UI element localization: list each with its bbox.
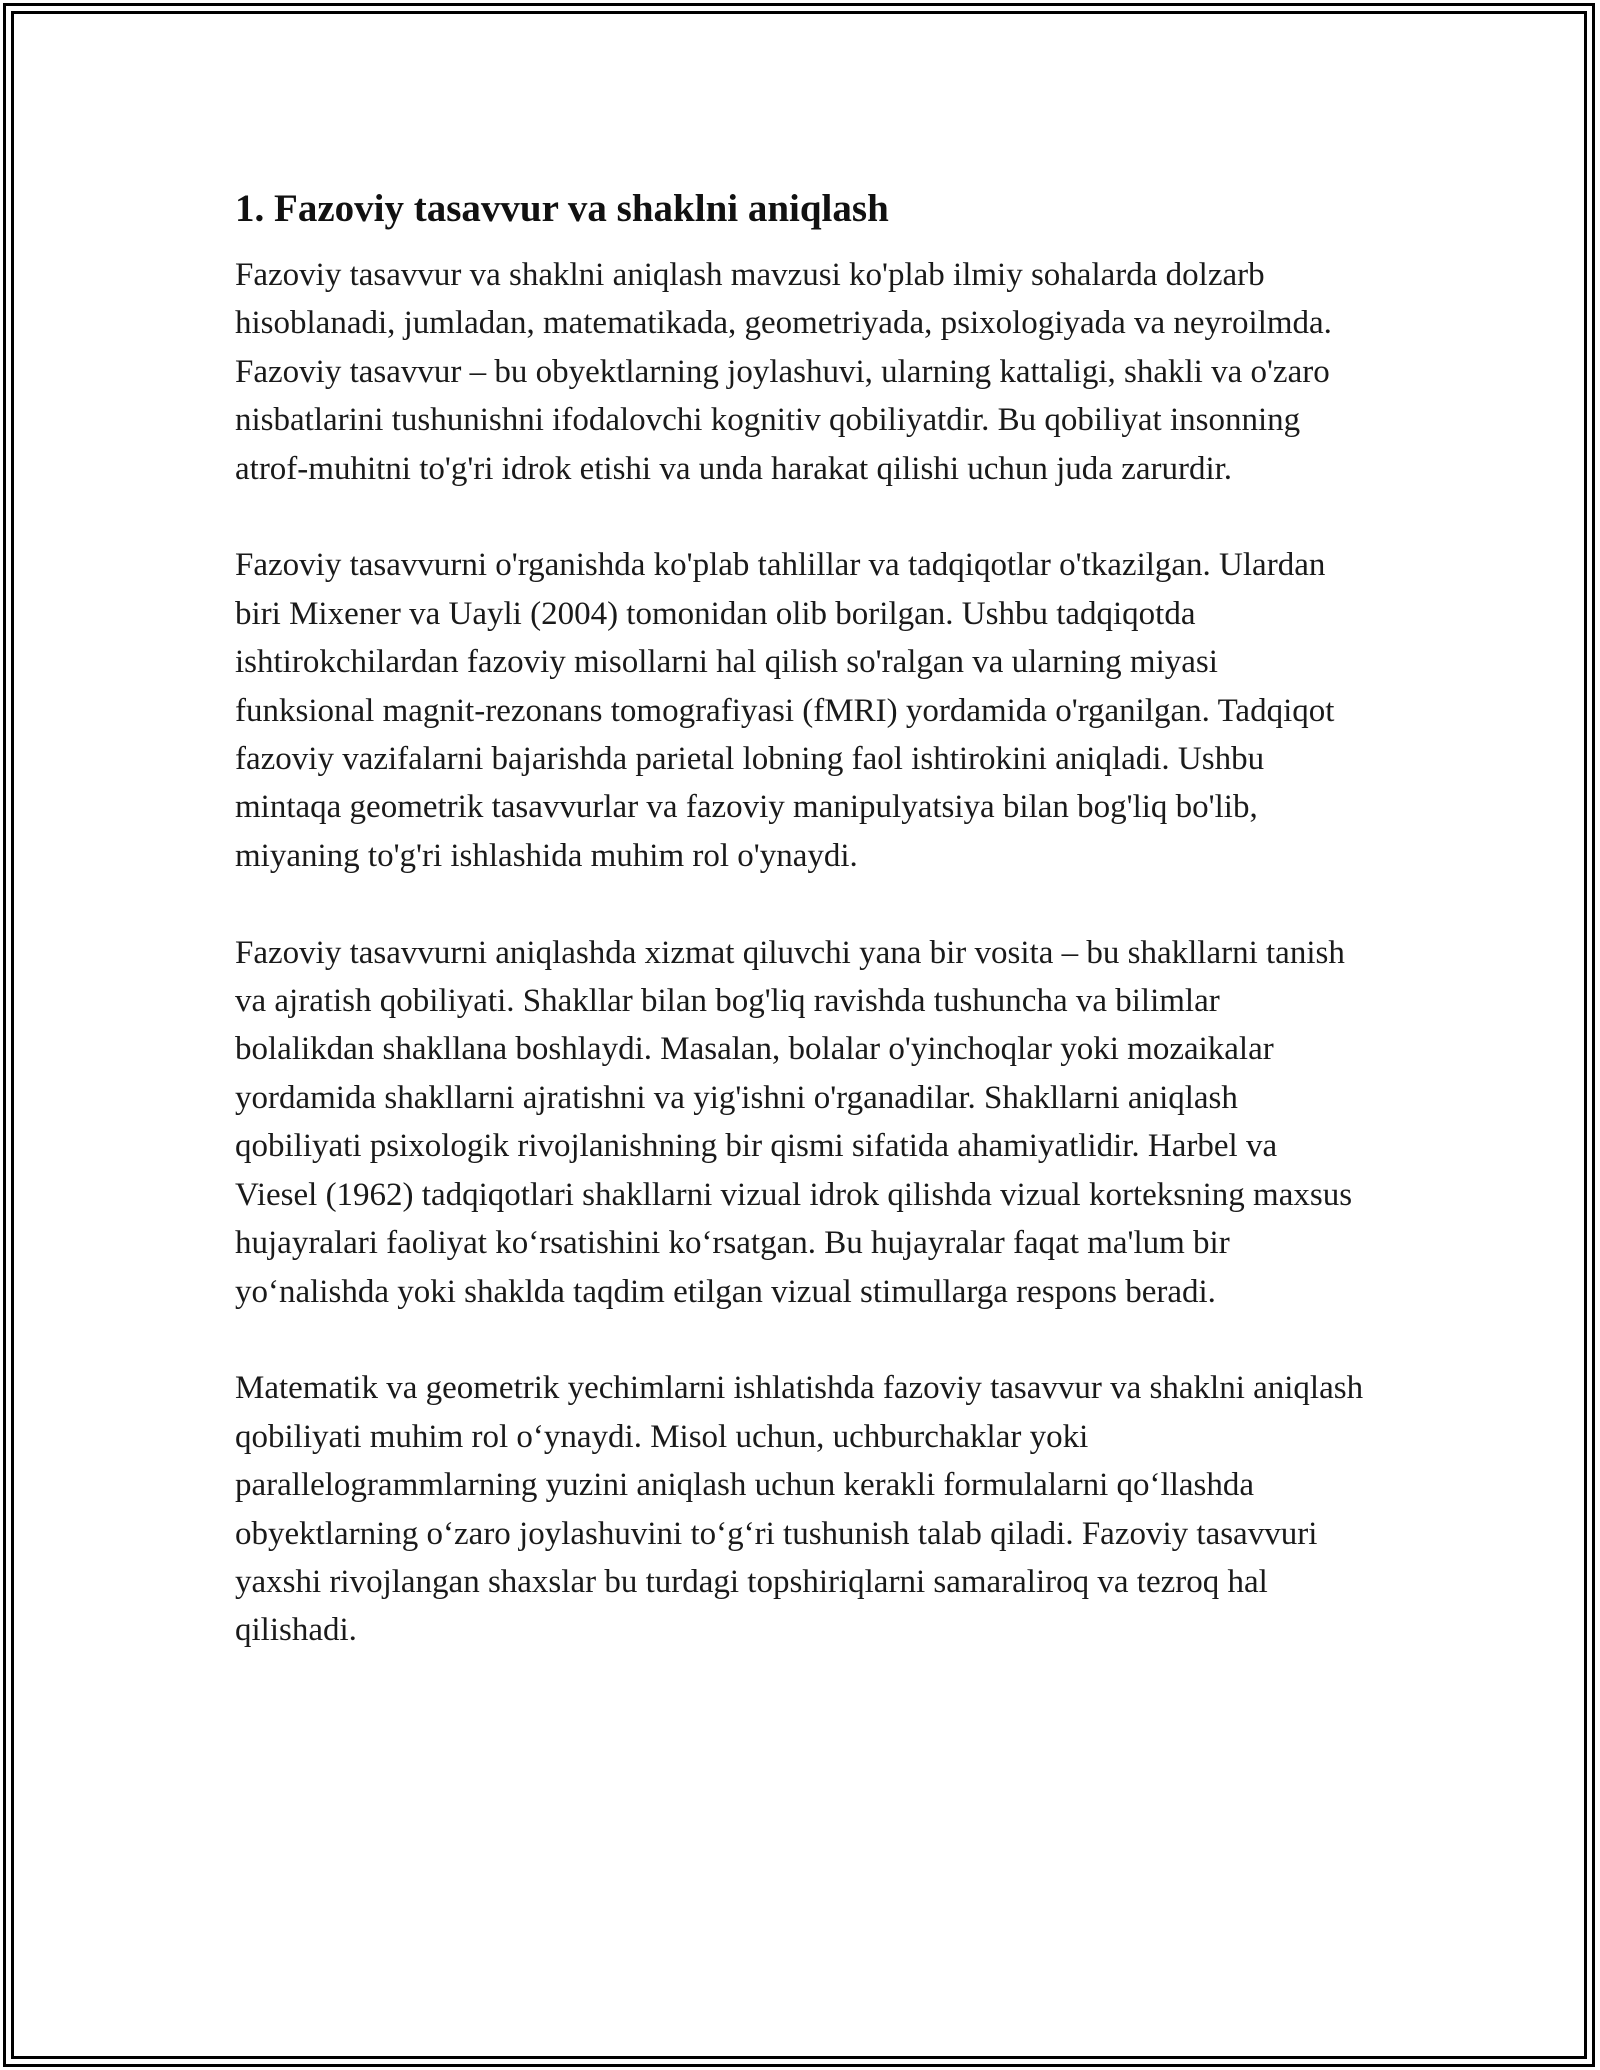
paragraph-2: Fazoviy tasavvurni o'rganishda ko'plab tahlillar va tadqiqotlar o'tkazilgan. Ulardan biri Mixener va Uayli (2004) tomonidan olib borilgan. Ushbu tadqiqotda ishtirokchilardan fazoviy misollarni hal qilish so'ralgan va ularning miyasi funksional magnit-rezonans tomografiyasi (fMRI) yordamida o'rganilgan. Tadqiqot fazoviy vazifalarni bajarishda parietal lobning faol ishtirokini aniqladi. Ushbu mintaqa geometrik tasavvurlar va fazoviy manipulyatsiya bilan bog'liq bo'lib, miyaning to'g'ri ishlashida muhim rol o'ynaydi. — [235, 547, 1335, 874]
paragraph-3: Fazoviy tasavvurni aniqlashda xizmat qiluvchi yana bir vosita – bu shakllarni tanish va ajratish qobiliyati. Shakllar bilan bog'liq ravishda tushuncha va bilimlar bolalikdan shakllana boshlaydi. Masalan, bolalar o'yinchoqlar yoki mozaikalar yordamida shakllarni ajratishni va yig'ishni o'rganadilar. Shakllarni aniqlash qobiliyati psixologik rivojlanishning bir qismi sifatida ahamiyatlidir. Harbel va Viesel (1962) tadqiqotlari shakllarni vizual idrok qilishda vizual korteksning maxsus hujayralari faoliyat ko‘rsatishini ko‘rsatgan. Bu hujayralar faqat ma'lum bir yo‘nalishda yoki shaklda taqdim etilgan vizual stimullarga respons beradi. — [235, 934, 1353, 1310]
paragraph-4: Matematik va geometrik yechimlarni ishlatishda fazoviy tasavvur va shaklni aniqlash qobiliyati muhim rol o‘ynaydi. Misol uchun, uchburchaklar yoki parallelogrammlarning yuzini aniqlash uchun kerakli formulalarni qo‘llashda obyektlarning o‘zaro joylashuvini to‘g‘ri tushunish talab qiladi. Fazoviy tasavvuri yaxshi rivojlangan shaxslar bu turdagi topshiriqlarni samaraliroq va tezroq hal qilishadi. — [235, 1370, 1364, 1649]
section-heading: 1. Fazoviy tasavvur va shaklni aniqlash — [235, 187, 889, 230]
document-body — [235, 185, 1385, 1703]
paragraph-1: Fazoviy tasavvur va shaklni aniqlash mavzusi ko'plab ilmiy sohalarda dolzarb hisoblanadi, jumladan, matematikada, geometriyada, psixologiyada va neyroilmda. Fazoviy tasavvur – bu obyektlarning joylashuvi, ularning kattaligi, shakli va o'zaro nisbatlarini tushunishni ifodalovchi kognitiv qobiliyatdir. Bu qobiliyat insonning atrof-muhitni to'g'ri idrok etishi va unda harakat qilishi uchun juda zarurdir. — [235, 257, 1332, 487]
